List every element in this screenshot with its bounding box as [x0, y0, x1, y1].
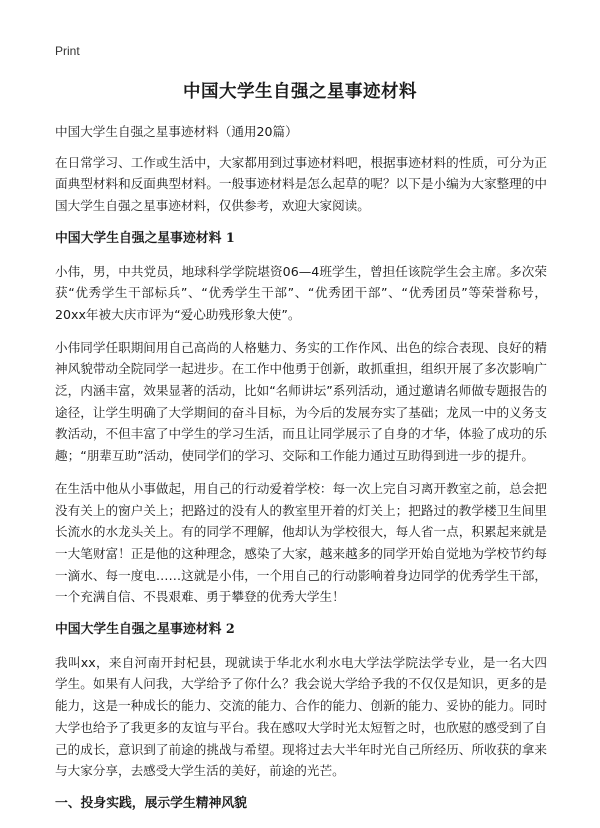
section-1-heading: 中国大学生自强之星事迹材料 1: [55, 230, 235, 246]
page-title: 中国大学生自强之星事迹材料: [183, 82, 417, 102]
section-1-paragraph-1: 小伟，男，中共党员，地球科学学院堪资06—4班学生，曾担任该院学生会主席。多次荣获“优秀学生干部标兵”、“优秀学生干部”、“优秀团干部”、“优秀团员”等荣誉称号，20xx年被大庆市评为“爱心助残形象大使”。: [55, 263, 547, 322]
subheading-practice: 一、投身实践，展示学生精神风貌: [55, 795, 247, 811]
section-2-paragraph-1: 我叫xx，来自河南开封杞县，现就读于华北水利水电大学法学院法学专业，是一名大四学生。如果有人问我，大学给予了你什么？我会说大学给予我的不仅仅是知识，更多的是能力，这是一种成长的能力、交流的能力、合作的能力、创新的能力、妥协的能力。同时大学也给予了我更多的友谊与平台。我在感叹大学时光太短暂之时，也欣慰的感受到了自己的成长，意识到了前途的挑战与希望。现将过去大半年时光自己所经历、所收获的拿来与大家分享，去感受大学生活的美好，前途的光芒。: [55, 654, 547, 779]
section-1-paragraph-2: 小伟同学任职期间用自己高尚的人格魅力、务实的工作作风、出色的综合表现、良好的精神风貌带动全院同学一起进步。在工作中他勇于创新，敢抓重担，组织开展了多次影响广泛，内涵丰富，效果显著的活动，比如“名师讲坛”系列活动，通过邀请名师做专题报告的途径，让学生明确了大学期间的奋斗目标，为今后的发展夯实了基础；龙凤一中的义务支教活动，不但丰富了中学生的学习生活，而且让同学展示了自身的才华，体验了成功的乐趣；“朋辈互助”活动，使同学们的学习、交际和工作能力通过互助得到进一步的提升。: [55, 339, 547, 464]
intro-paragraph: 在日常学习、工作或生活中，大家都用到过事迹材料吧，根据事迹材料的性质，可分为正面典型材料和反面典型材料。一般事迹材料是怎么起草的呢？以下是小编为大家整理的中国大学生自强之星事迹材料，仅供参考，欢迎大家阅读。: [55, 154, 547, 214]
section-2-heading: 中国大学生自强之星事迹材料 2: [55, 622, 235, 638]
section-1-paragraph-3: 在生活中他从小事做起，用自己的行动爱着学校：每一次上完自习离开教室之前，总会把没有关上的窗户关上；把路过的没有人的教室里开着的灯关上；把路过的教学楼卫生间里长流水的水龙头关上。有的同学不理解，他却认为学校很大，每人省一点，积累起来就是一大笔财富！正是他的这种理念，感染了大家，越来越多的同学开始自觉地为学校节约每一滴水、每一度电……这就是小伟，一个用自己的行动影响着身边同学的优秀学生干部，一个充满自信、不畏艰难、勇于攀登的优秀大学生！: [55, 480, 547, 605]
article-body: [55, 121, 547, 826]
print-link[interactable]: Print: [55, 44, 80, 58]
document-subtitle: 中国大学生自强之星事迹材料（通用20篇）: [55, 124, 298, 139]
